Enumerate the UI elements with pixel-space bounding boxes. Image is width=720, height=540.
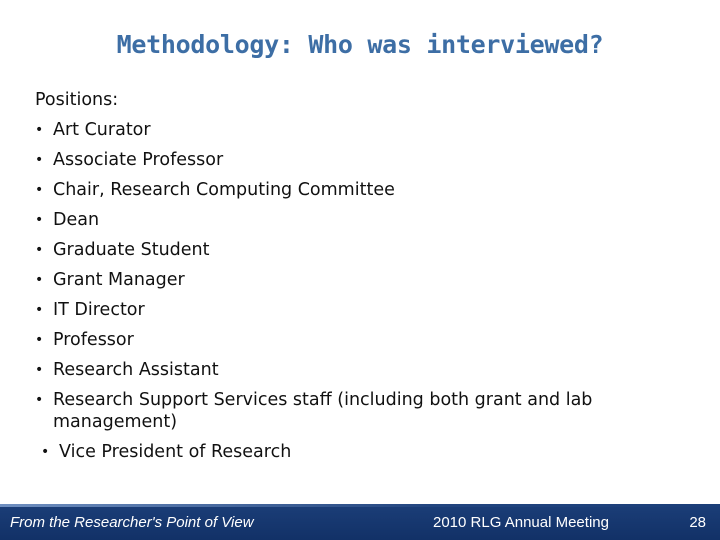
list-item bbox=[35, 175, 695, 205]
footer-divider bbox=[0, 504, 720, 507]
bullet-icon: • bbox=[35, 302, 44, 318]
list-item-text: Dean bbox=[53, 210, 100, 230]
bullet-icon: • bbox=[35, 272, 44, 288]
footer-event-name: 2010 RLG Annual Meeting bbox=[433, 514, 609, 531]
list-item bbox=[35, 295, 695, 325]
list-item-text: Professor bbox=[53, 330, 134, 350]
list-item bbox=[35, 205, 695, 235]
list-item-text: Chair, Research Computing Committee bbox=[53, 180, 395, 200]
footer-presentation-title: From the Researcher's Point of View bbox=[10, 514, 254, 531]
list-item bbox=[35, 325, 695, 355]
list-item-text: Art Curator bbox=[53, 120, 151, 140]
list-item bbox=[35, 145, 695, 175]
bullet-icon: • bbox=[35, 242, 44, 258]
list-item-text: Research Assistant bbox=[53, 360, 219, 380]
list-item-text: Research Support Services staff (including both grant and lab management) bbox=[53, 390, 593, 432]
bullet-icon: • bbox=[35, 212, 44, 228]
bullet-icon: • bbox=[35, 392, 44, 408]
list-item bbox=[35, 235, 695, 265]
bullet-icon: • bbox=[41, 444, 50, 460]
list-item-text: Graduate Student bbox=[53, 240, 210, 260]
bullet-icon: • bbox=[35, 122, 44, 138]
list-item bbox=[35, 265, 695, 295]
list-item-text: Vice President of Research bbox=[59, 442, 292, 462]
list-item bbox=[35, 355, 695, 385]
list-item bbox=[41, 437, 695, 467]
slide-number: 28 bbox=[689, 514, 706, 531]
slide-body bbox=[35, 85, 695, 467]
bullet-icon: • bbox=[35, 152, 44, 168]
list-item bbox=[35, 385, 695, 437]
slide-title: Methodology: Who was interviewed? bbox=[116, 30, 604, 59]
positions-list bbox=[35, 115, 695, 467]
list-item bbox=[35, 115, 695, 145]
footer-bar bbox=[0, 504, 720, 540]
list-item-text: Grant Manager bbox=[53, 270, 185, 290]
bullet-icon: • bbox=[35, 332, 44, 348]
bullet-icon: • bbox=[35, 362, 44, 378]
list-item-text: IT Director bbox=[53, 300, 145, 320]
list-item-text: Associate Professor bbox=[53, 150, 224, 170]
bullet-icon: • bbox=[35, 182, 44, 198]
section-heading: Positions: bbox=[35, 90, 119, 110]
